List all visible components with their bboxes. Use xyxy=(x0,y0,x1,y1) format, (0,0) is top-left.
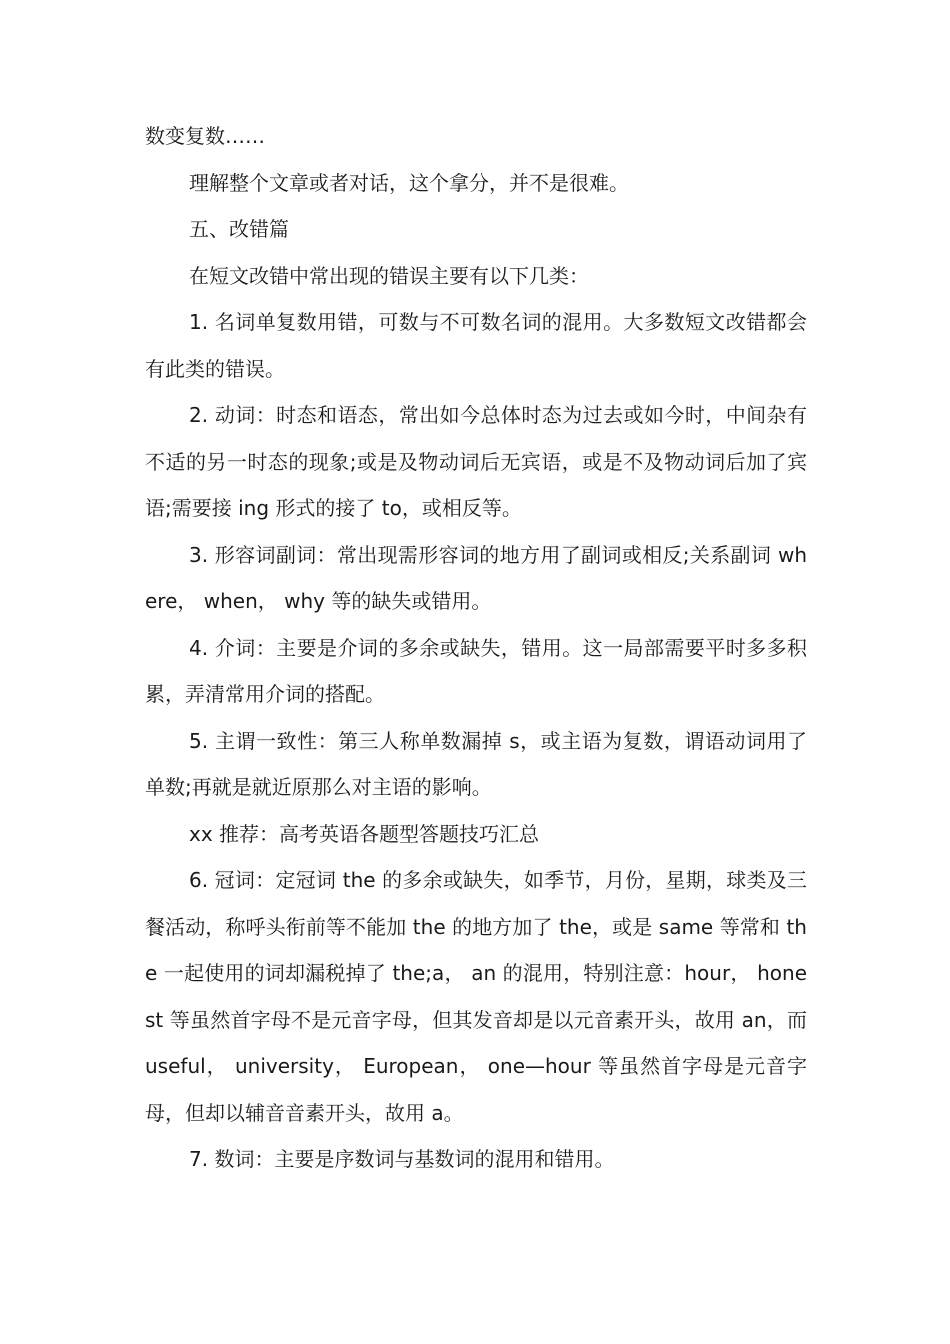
list-item-5: 5. 主谓一致性：第三人称单数漏掉 s，或主语为复数，谓语动词用了单数;再就是就近原那么对主语的影响。 xyxy=(145,728,807,799)
paragraph-intro: 在短文改错中常出现的错误主要有以下几类： xyxy=(189,263,589,288)
recommendation-line: xx 推荐：高考英语各题型答题技巧汇总 xyxy=(189,821,540,846)
list-item-1: 1. 名词单复数用错，可数与不可数名词的混用。大多数短文改错都会有此类的错误。 xyxy=(145,310,807,381)
section-heading: 五、改错篇 xyxy=(189,217,289,241)
list-item-3: 3. 形容词副词：常出现需形容词的地方用了副词或相反;关系副词 where， when， why 等的缺失或错用。 xyxy=(145,542,807,613)
list-item-4: 4. 介词：主要是介词的多余或缺失，错用。这一局部需要平时多多积累，弄清常用介词的搭配。 xyxy=(145,635,807,706)
paragraph-2: 理解整个文章或者对话，这个拿分，并不是很难。 xyxy=(189,170,629,195)
list-item-2: 2. 动词：时态和语态，常出如今总体时态为过去或如今时，中间杂有不适的另一时态的现象;或是及物动词后无宾语，或是不及物动词后加了宾语;需要接 ing 形式的接了 to，或相反等。 xyxy=(145,403,807,520)
document-body xyxy=(145,113,807,1183)
list-item-6: 6. 冠词：定冠词 the 的多余或缺失，如季节，月份，星期，球类及三餐活动，称呼头衔前等不能加 the 的地方加了 the，或是 same 等常和 the 一起使用的词却漏税掉了 the;a， an 的混用，特别注意：hour， honest 等虽然首字母不是元音字母，但其发音却是以元音素开头，故用 an，而 useful， university， European， one—hour 等虽然首字母是元音字母，但却以辅音音素开头，故用 a。 xyxy=(145,868,807,1125)
list-item-7: 7. 数词：主要是序数词与基数词的混用和错用。 xyxy=(189,1147,615,1171)
paragraph-1: 数变复数…… xyxy=(145,124,265,148)
